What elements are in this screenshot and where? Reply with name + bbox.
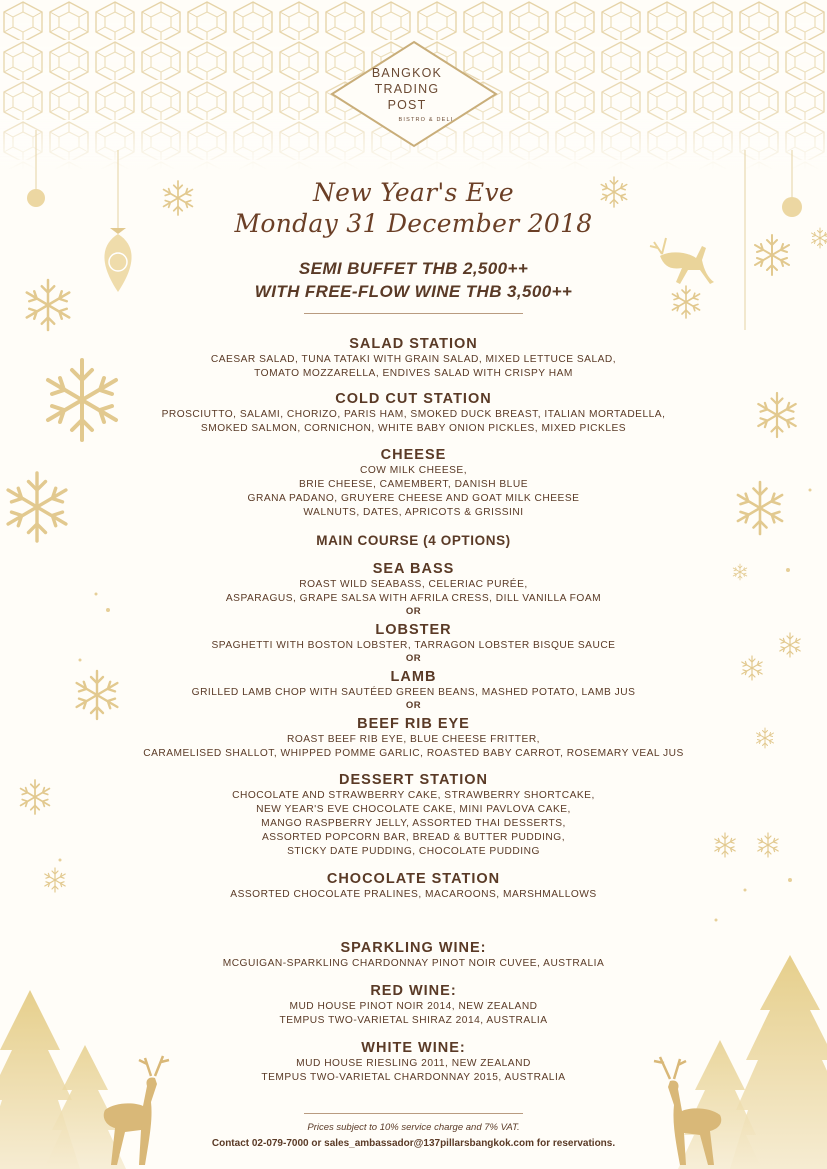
- footer: [0, 1122, 827, 1149]
- main-course-title: MAIN COURSE (4 OPTIONS): [316, 533, 511, 548]
- section-title: DESSERT STATION: [339, 772, 488, 788]
- menu-line: MCGUIGAN-SPARKLING CHARDONNAY PINOT NOIR CUVEE, AUSTRALIA: [222, 958, 605, 969]
- section-title: BEEF RIB EYE: [357, 716, 470, 732]
- sparkling-wine: [0, 940, 827, 971]
- menu-line: GRILLED LAMB CHOP WITH SAUTÉED GREEN BEANS, MASHED POTATO, LAMB JUS: [191, 687, 636, 698]
- menu-line: ROAST WILD SEABASS, CELERIAC PURÉE,: [299, 579, 528, 590]
- divider: [304, 313, 523, 314]
- menu-line: ROAST BEEF RIB EYE, BLUE CHEESE FRITTER,: [286, 734, 541, 745]
- menu-line: WALNUTS, DATES, APRICOTS & GRISSINI: [303, 507, 524, 518]
- menu-line: BRIE CHEESE, CAMEMBERT, DANISH BLUE: [298, 479, 529, 490]
- buffet-price: SEMI BUFFET THB 2,500++: [298, 259, 529, 278]
- menu-line: PROSCIUTTO, SALAMI, CHORIZO, PARIS HAM, SMOKED DUCK BREAST, ITALIAN MORTADELLA,: [161, 409, 666, 420]
- menu-line: MUD HOUSE RIESLING 2011, NEW ZEALAND: [296, 1058, 531, 1069]
- section-title: CHOCOLATE STATION: [326, 871, 501, 887]
- menu-line: ASSORTED CHOCOLATE PRALINES, MACAROONS, MARSHMALLOWS: [230, 889, 597, 900]
- beef-rib-eye-option: [0, 716, 827, 761]
- footer-divider: [304, 1113, 523, 1114]
- section-title: RED WINE:: [370, 983, 457, 999]
- white-wine: [0, 1040, 827, 1085]
- or-separator: OR: [405, 653, 422, 664]
- lobster-option: [0, 622, 827, 664]
- section-title: WHITE WINE:: [361, 1040, 466, 1056]
- menu-line: ASSORTED POPCORN BAR, BREAD & BUTTER PUDDING,: [261, 832, 566, 843]
- logo-text: [330, 40, 498, 148]
- chocolate-station: [0, 871, 827, 902]
- menu-line: CHOCOLATE AND STRAWBERRY CAKE, STRAWBERRY SHORTCAKE,: [232, 790, 595, 801]
- event-date: Monday 31 December 2018: [234, 209, 593, 238]
- section-title: SPARKLING WINE:: [340, 940, 487, 956]
- menu-line: ASPARAGUS, GRAPE SALSA WITH AFRILA CRESS, DILL VANILLA FOAM: [225, 593, 602, 604]
- dessert-station: [0, 772, 827, 859]
- main-course-heading: [0, 532, 827, 549]
- menu-line: MANGO RASPBERRY JELLY, ASSORTED THAI DESSERTS,: [261, 818, 566, 829]
- section-title: COLD CUT STATION: [335, 391, 492, 407]
- menu-line: STICKY DATE PUDDING, CHOCOLATE PUDDING: [287, 846, 540, 857]
- menu-line: CAESAR SALAD, TUNA TATAKI WITH GRAIN SALAD, MIXED LETTUCE SALAD,: [210, 354, 617, 365]
- menu-line: CARAMELISED SHALLOT, WHIPPED POMME GARLIC, ROASTED BABY CARROT, ROSEMARY VEAL JUS: [143, 748, 684, 759]
- contact-line: Contact 02-079-7000 or sales_ambassador@137pillarsbangkok.com for reservations.: [211, 1138, 616, 1149]
- or-separator: OR: [405, 700, 422, 711]
- section-title: CHEESE: [380, 447, 447, 463]
- sea-bass-option: [0, 561, 827, 617]
- menu-line: SMOKED SALMON, CORNICHON, WHITE BABY ONION PICKLES, MIXED PICKLES: [200, 423, 627, 434]
- section-title: LAMB: [390, 669, 437, 685]
- wine-price: WITH FREE-FLOW WINE THB 3,500++: [254, 282, 573, 301]
- section-title: SEA BASS: [372, 561, 455, 577]
- cheese-section: [0, 447, 827, 520]
- price-note: Prices subject to 10% service charge and 7% VAT.: [307, 1122, 520, 1133]
- salad-station: [0, 336, 827, 381]
- menu: [0, 336, 827, 1085]
- menu-line: GRANA PADANO, GRUYERE CHEESE AND GOAT MILK CHEESE: [247, 493, 580, 504]
- cold-cut-station: [0, 391, 827, 436]
- logo-line-2: TRADING: [374, 82, 440, 96]
- brand-logo: [330, 40, 498, 148]
- logo-line-3: POST: [387, 98, 427, 112]
- section-title: SALAD STATION: [349, 336, 478, 352]
- logo-line-1: BANGKOK: [371, 66, 443, 80]
- or-separator: OR: [405, 606, 422, 617]
- menu-line: MUD HOUSE PINOT NOIR 2014, NEW ZEALAND: [289, 1001, 538, 1012]
- section-title: LOBSTER: [375, 622, 452, 638]
- lamb-option: [0, 669, 827, 711]
- menu-line: TEMPUS TWO-VARIETAL SHIRAZ 2014, AUSTRALIA: [279, 1015, 548, 1026]
- menu-line: COW MILK CHEESE,: [359, 465, 468, 476]
- logo-subtitle: BISTRO & DELI: [398, 117, 454, 123]
- event-title: New Year's Eve: [312, 178, 514, 207]
- red-wine: [0, 983, 827, 1028]
- menu-line: NEW YEAR'S EVE CHOCOLATE CAKE, MINI PAVLOVA CAKE,: [256, 804, 571, 815]
- menu-line: SPAGHETTI WITH BOSTON LOBSTER, TARRAGON LOBSTER BISQUE SAUCE: [211, 640, 616, 651]
- menu-line: TOMATO MOZZARELLA, ENDIVES SALAD WITH CRISPY HAM: [254, 368, 573, 379]
- menu-line: TEMPUS TWO-VARIETAL CHARDONNAY 2015, AUSTRALIA: [261, 1072, 566, 1083]
